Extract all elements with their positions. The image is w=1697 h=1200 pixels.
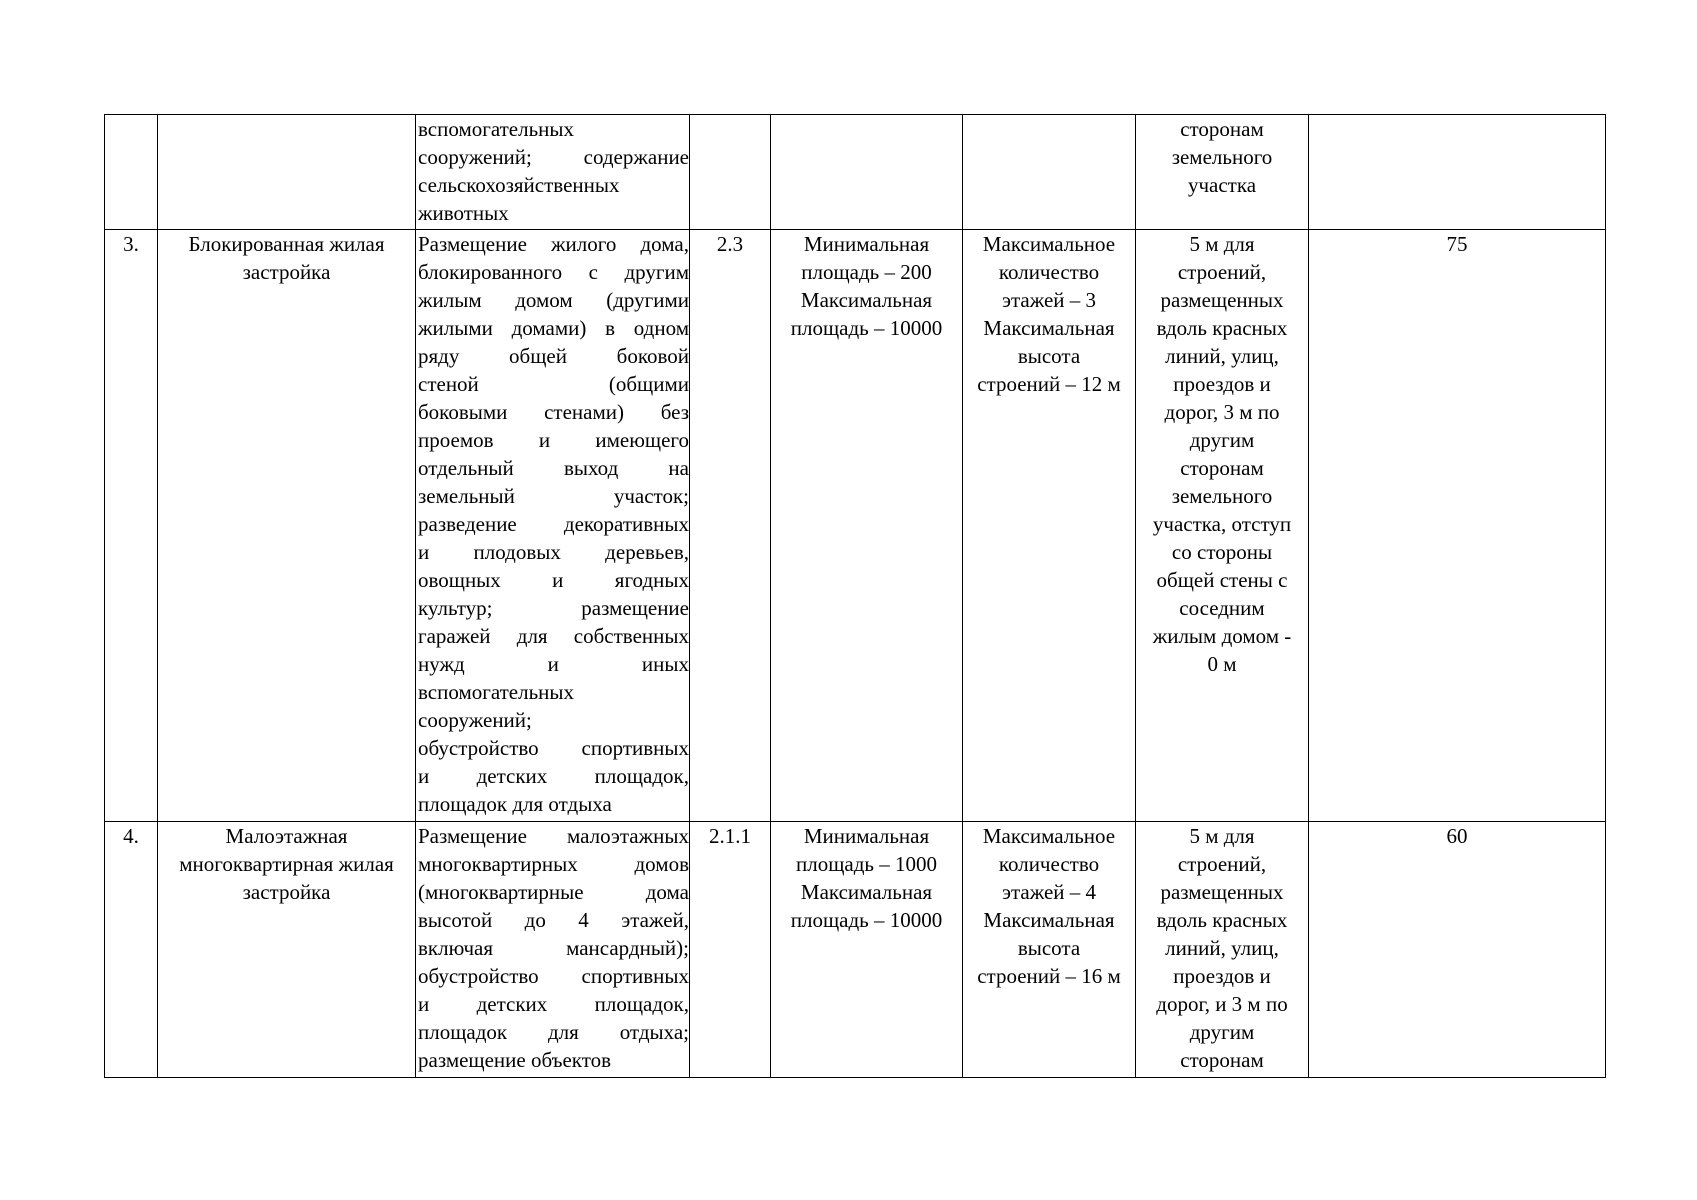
setback-distances-line: со стороны xyxy=(1171,540,1273,564)
use-description-line: вспомогательных xyxy=(418,680,575,704)
plot-area-limits-line: Минимальная xyxy=(803,232,930,256)
floors-height-limits-line: высота xyxy=(1017,344,1081,368)
floors-height-limits-line: этажей – 3 xyxy=(1001,288,1097,312)
setback-distances-line: размещенных xyxy=(1160,880,1284,904)
use-description-line: ряду общей боковой xyxy=(418,344,689,368)
use-description-line: включая мансардный); xyxy=(418,936,689,960)
max-coverage-percent-text: 60 xyxy=(1446,824,1468,848)
use-description-line: гаражей для собственных xyxy=(418,624,689,648)
use-description-line: Размещение малоэтажных xyxy=(418,824,689,848)
setback-distances-line: сторонам xyxy=(1180,1048,1264,1072)
use-description-line: высотой до 4 этажей, xyxy=(418,908,689,932)
floors-height-limits-line: высота xyxy=(1017,936,1081,960)
setback-distances-line: строений, xyxy=(1177,852,1267,876)
setback-distances-line: проездов и xyxy=(1173,964,1271,988)
use-type-name xyxy=(158,115,416,230)
classifier-code xyxy=(690,822,771,1078)
floors-height-limits-line: Максимальная xyxy=(983,316,1115,340)
use-description-line: нужд и иных xyxy=(418,652,689,676)
table-row xyxy=(105,115,1606,230)
use-description-line: разведение декоративных xyxy=(418,512,689,536)
table-row xyxy=(105,822,1606,1078)
plot-area-limits-line: Максимальная xyxy=(800,880,933,904)
use-description-line: обустройство спортивных xyxy=(418,964,689,988)
max-coverage-percent xyxy=(1309,230,1606,822)
floors-height-limits-line: строений – 16 м xyxy=(977,964,1121,988)
use-type-name-line: многоквартирная жилая xyxy=(179,852,394,876)
classifier-code-text: 2.3 xyxy=(716,232,744,256)
setback-distances-line: другим xyxy=(1189,428,1255,452)
floors-height-limits-line: Максимальное xyxy=(982,232,1116,256)
setback-distances-line: земельного xyxy=(1171,145,1273,169)
floors-height-limits-line: Максимальное xyxy=(982,824,1116,848)
setback-distances-line: сторонам xyxy=(1180,117,1264,141)
plot-area-limits-line: Максимальная xyxy=(800,288,933,312)
floors-height-limits-line: Максимальная xyxy=(983,908,1115,932)
plot-area-limits xyxy=(771,822,963,1078)
use-type-name-line: застройка xyxy=(242,880,331,904)
use-description-line: сооружений; содержание xyxy=(418,145,689,169)
row-number xyxy=(105,115,158,230)
setback-distances-line: сторонам xyxy=(1180,456,1264,480)
floors-height-limits xyxy=(963,822,1136,1078)
classifier-code-text: 2.1.1 xyxy=(709,824,751,848)
use-type-name-line: Малоэтажная xyxy=(225,824,348,848)
use-description-line: площадок для отдыха; xyxy=(418,1020,689,1044)
use-description-line: обустройство спортивных xyxy=(418,736,689,760)
use-description-line: земельный участок; xyxy=(418,484,689,508)
use-description-line: животных xyxy=(418,201,509,225)
setback-distances-line: проездов и xyxy=(1173,372,1271,396)
use-description-line: (многоквартирные дома xyxy=(418,880,689,904)
use-description-line: вспомогательных xyxy=(418,117,575,141)
setback-distances xyxy=(1136,230,1309,822)
setback-distances xyxy=(1136,822,1309,1078)
setback-distances-line: общей стены с xyxy=(1156,568,1288,592)
setback-distances-line: дорог, 3 м по xyxy=(1164,400,1280,424)
use-description xyxy=(416,822,690,1078)
plot-area-limits xyxy=(771,230,963,822)
use-description-line: блокированного с другим xyxy=(418,260,689,284)
use-description-line: жилыми домами) в одном xyxy=(418,316,689,340)
setback-distances xyxy=(1136,115,1309,230)
classifier-code xyxy=(690,230,771,822)
use-description xyxy=(416,230,690,822)
setback-distances-line: 0 м xyxy=(1207,652,1237,676)
use-description-line: проемов и имеющего xyxy=(418,428,689,452)
setback-distances-line: строений, xyxy=(1177,260,1267,284)
plot-area-limits-line: площадь – 1000 xyxy=(796,852,937,876)
setback-distances-line: 5 м для xyxy=(1189,232,1255,256)
plot-area-limits-line: Минимальная xyxy=(803,824,930,848)
setback-distances-line: участка xyxy=(1187,173,1257,197)
plot-area-limits-line: площадь – 10000 xyxy=(790,908,943,932)
floors-height-limits xyxy=(963,230,1136,822)
use-description-line: жилым домом (другими xyxy=(418,288,689,312)
row-number-text: 4. xyxy=(123,824,139,848)
use-type-name xyxy=(158,822,416,1078)
use-description-line: отдельный выход на xyxy=(418,456,689,480)
plot-area-limits-line: площадь – 10000 xyxy=(790,316,943,340)
max-coverage-percent-text: 75 xyxy=(1446,232,1468,256)
max-coverage-percent xyxy=(1309,822,1606,1078)
use-type-name xyxy=(158,230,416,822)
row-number xyxy=(105,230,158,822)
use-description-line: и плодовых деревьев, xyxy=(418,540,689,564)
zoning-regulations-table xyxy=(104,114,1606,1078)
setback-distances-line: жилым домом - xyxy=(1152,624,1292,648)
use-description-line: и детских площадок, xyxy=(418,764,689,788)
setback-distances-line: соседним xyxy=(1179,596,1265,620)
table-row xyxy=(105,230,1606,822)
setback-distances-line: вдоль красных xyxy=(1156,316,1288,340)
use-description xyxy=(416,115,690,230)
setback-distances-line: земельного xyxy=(1171,484,1273,508)
use-description-line: площадок для отдыха xyxy=(418,792,612,816)
max-coverage-percent xyxy=(1309,115,1606,230)
use-description-line: Размещение жилого дома, xyxy=(418,232,689,256)
use-description-line: боковыми стенами) без xyxy=(418,400,689,424)
use-type-name-line: застройка xyxy=(242,260,331,284)
setback-distances-line: размещенных xyxy=(1160,288,1284,312)
setback-distances-line: 5 м для xyxy=(1189,824,1255,848)
setback-distances-line: другим xyxy=(1189,1020,1255,1044)
use-description-line: и детских площадок, xyxy=(418,992,689,1016)
setback-distances-line: дорог, и 3 м по xyxy=(1156,992,1288,1016)
setback-distances-line: линий, улиц, xyxy=(1165,936,1279,960)
floors-height-limits-line: количество xyxy=(998,260,1100,284)
row-number xyxy=(105,822,158,1078)
use-type-name-line: Блокированная жилая xyxy=(188,232,385,256)
plot-area-limits-line: площадь – 200 xyxy=(801,260,932,284)
classifier-code xyxy=(690,115,771,230)
plot-area-limits xyxy=(771,115,963,230)
use-description-line: сельскохозяйственных xyxy=(418,173,620,197)
use-description-line: сооружений; xyxy=(418,708,532,732)
setback-distances-line: участка, отступ xyxy=(1152,512,1292,536)
use-description-line: культур; размещение xyxy=(418,596,689,620)
use-description-line: многоквартирных домов xyxy=(418,852,689,876)
use-description-line: размещение объектов xyxy=(418,1048,612,1072)
floors-height-limits xyxy=(963,115,1136,230)
floors-height-limits-line: количество xyxy=(998,852,1100,876)
setback-distances-line: вдоль красных xyxy=(1156,908,1288,932)
floors-height-limits-line: строений – 12 м xyxy=(977,372,1121,396)
floors-height-limits-line: этажей – 4 xyxy=(1001,880,1097,904)
setback-distances-line: линий, улиц, xyxy=(1165,344,1279,368)
use-description-line: стеной (общими xyxy=(418,372,689,396)
use-description-line: овощных и ягодных xyxy=(418,568,689,592)
row-number-text: 3. xyxy=(123,232,139,256)
